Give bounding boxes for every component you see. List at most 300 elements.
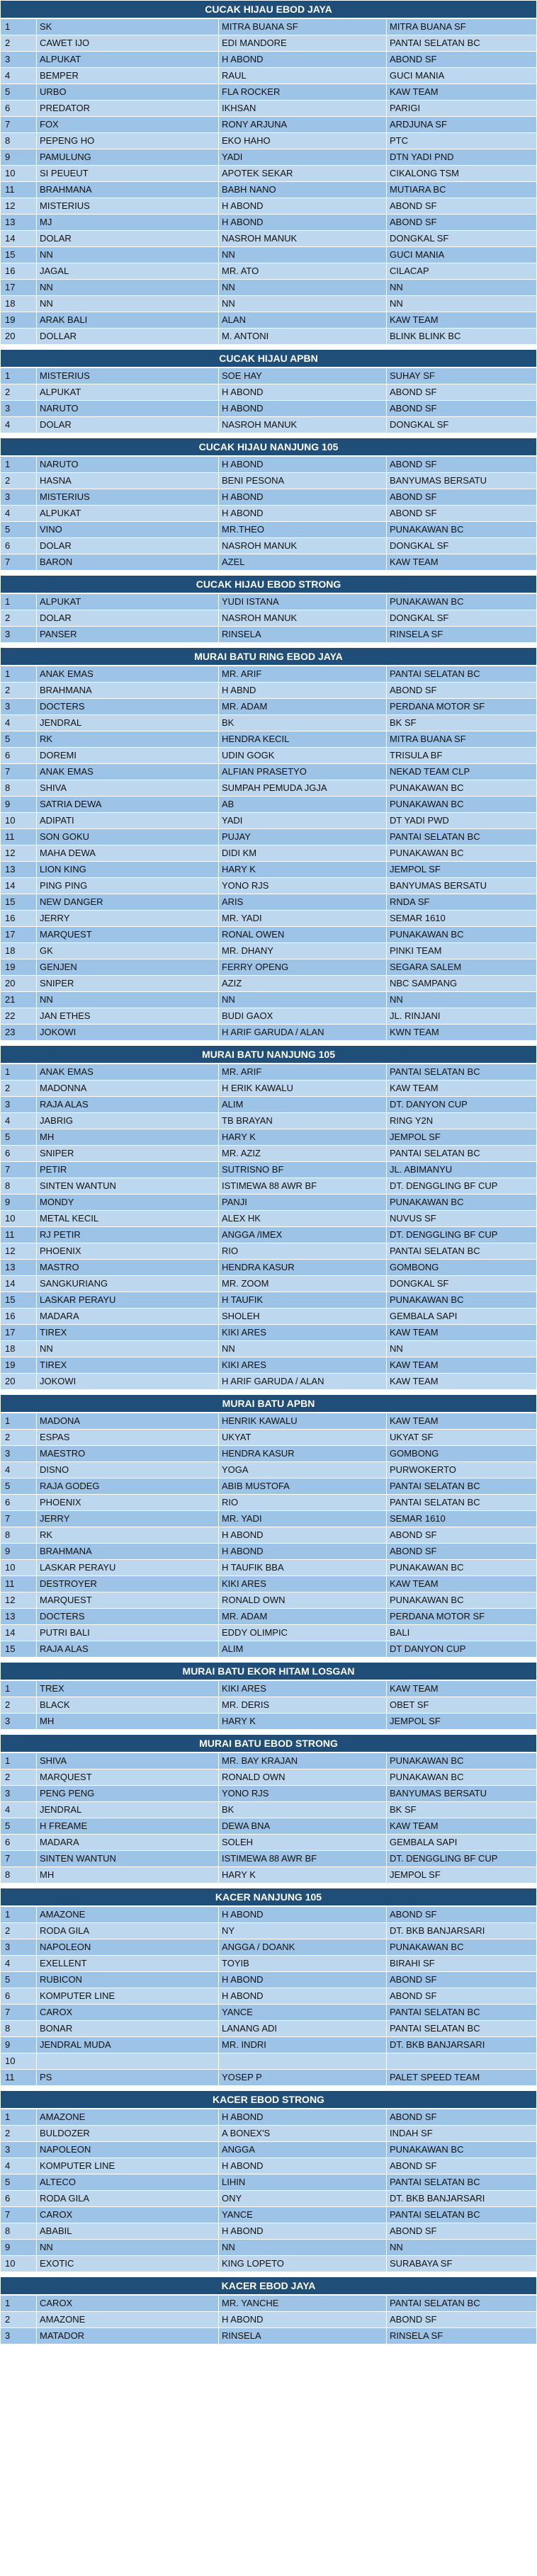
team-cell: ABOND SF — [387, 1527, 537, 1544]
rank-cell: 6 — [1, 1146, 37, 1162]
team-cell: KAW TEAM — [387, 1374, 537, 1390]
owner-cell: YOSEP P — [219, 2070, 387, 2086]
team-cell: PANTAI SELATAN BC — [387, 1495, 537, 1511]
team-cell: SEMAR 1610 — [387, 1511, 537, 1527]
owner-cell: HARY K — [219, 1714, 387, 1730]
bird-name-cell: RK — [37, 1527, 219, 1544]
rank-cell: 6 — [1, 1835, 37, 1851]
team-cell: PARIGI — [387, 101, 537, 117]
bird-name-cell: JENDRAL MUDA — [37, 2037, 219, 2053]
table-row — [1, 2296, 537, 2312]
bird-name-cell: MADONA — [37, 1413, 219, 1430]
team-cell: ABOND SF — [387, 1972, 537, 1988]
results-table — [0, 18, 537, 345]
owner-cell: HENDRA KASUR — [219, 1446, 387, 1462]
bird-name-cell: MARQUEST — [37, 1592, 219, 1609]
table-row — [1, 101, 537, 117]
team-cell: PANTAI SELATAN BC — [387, 666, 537, 683]
table-row — [1, 1851, 537, 1867]
rank-cell: 10 — [1, 1211, 37, 1227]
team-cell: PUNAKAWAN BC — [387, 927, 537, 943]
owner-cell: ALEX HK — [219, 1211, 387, 1227]
owner-cell: SUMPAH PEMUDA JGJA — [219, 780, 387, 797]
owner-cell: LIHIN — [219, 2175, 387, 2191]
rank-cell: 4 — [1, 417, 37, 433]
owner-cell: MR. ADAM — [219, 699, 387, 715]
team-cell: RING Y2N — [387, 1113, 537, 1129]
owner-cell: KIKI ARES — [219, 1357, 387, 1374]
bird-name-cell: NARUTO — [37, 401, 219, 417]
bird-name-cell: RK — [37, 731, 219, 748]
bird-name-cell: MONDY — [37, 1195, 219, 1211]
section-title: CUCAK HIJAU EBOD STRONG — [0, 575, 537, 593]
team-cell: DONGKAL SF — [387, 538, 537, 554]
bird-name-cell: METAL KECIL — [37, 1211, 219, 1227]
rank-cell: 13 — [1, 862, 37, 878]
results-section — [0, 438, 537, 571]
table-row — [1, 1413, 537, 1430]
owner-cell: H ABOND — [219, 384, 387, 401]
table-row — [1, 2175, 537, 2191]
owner-cell: NN — [219, 280, 387, 296]
bird-name-cell: ANAK EMAS — [37, 1064, 219, 1081]
owner-cell: APOTEK SEKAR — [219, 166, 387, 182]
table-row — [1, 911, 537, 927]
rank-cell: 13 — [1, 1609, 37, 1625]
rank-cell: 4 — [1, 2158, 37, 2175]
rank-cell: 20 — [1, 976, 37, 992]
table-row — [1, 1025, 537, 1041]
team-cell: JEMPOL SF — [387, 1867, 537, 1883]
bird-name-cell: RAJA ALAS — [37, 1641, 219, 1658]
team-cell: JEMPOL SF — [387, 1714, 537, 1730]
rank-cell: 6 — [1, 538, 37, 554]
team-cell: ABOND SF — [387, 2312, 537, 2328]
owner-cell: NASROH MANUK — [219, 417, 387, 433]
rank-cell: 8 — [1, 1867, 37, 1883]
table-row — [1, 594, 537, 610]
bird-name-cell: CAWET IJO — [37, 35, 219, 52]
team-cell: NN — [387, 1341, 537, 1357]
table-row — [1, 1786, 537, 1802]
bird-name-cell: RODA GILA — [37, 1923, 219, 1939]
table-row — [1, 780, 537, 797]
rank-cell: 20 — [1, 329, 37, 345]
table-row — [1, 1527, 537, 1544]
team-cell: DT. BKB BANJARSARI — [387, 2037, 537, 2053]
rank-cell: 9 — [1, 149, 37, 166]
team-cell: PANTAI SELATAN BC — [387, 2207, 537, 2223]
owner-cell: MR. YADI — [219, 911, 387, 927]
bird-name-cell: PING PING — [37, 878, 219, 894]
team-cell: ABOND SF — [387, 215, 537, 231]
bird-name-cell: MISTERIUS — [37, 489, 219, 506]
team-cell: DT. DENGGLING BF CUP — [387, 1178, 537, 1195]
rank-cell: 11 — [1, 1576, 37, 1592]
results-table — [0, 1413, 537, 1658]
team-cell: GEMBALA SAPI — [387, 1835, 537, 1851]
bird-name-cell: DOREMI — [37, 748, 219, 764]
rank-cell: 1 — [1, 368, 37, 384]
rank-cell: 1 — [1, 666, 37, 683]
table-row — [1, 715, 537, 731]
owner-cell: H ABOND — [219, 2312, 387, 2328]
team-cell: INDAH SF — [387, 2126, 537, 2142]
rank-cell: 4 — [1, 715, 37, 731]
team-cell: PUNAKAWAN BC — [387, 1292, 537, 1309]
owner-cell: H TAUFIK — [219, 1292, 387, 1309]
bird-name-cell: SHIVA — [37, 1753, 219, 1769]
rank-cell: 6 — [1, 2191, 37, 2207]
rank-cell: 5 — [1, 1972, 37, 1988]
team-cell: GEMBALA SAPI — [387, 1309, 537, 1325]
rank-cell: 1 — [1, 594, 37, 610]
rank-cell: 7 — [1, 2207, 37, 2223]
team-cell: KAW TEAM — [387, 1413, 537, 1430]
table-row — [1, 368, 537, 384]
rank-cell: 9 — [1, 2037, 37, 2053]
team-cell: KAW TEAM — [387, 312, 537, 329]
owner-cell: RIO — [219, 1243, 387, 1260]
owner-cell: H ABOND — [219, 2109, 387, 2126]
table-row — [1, 1113, 537, 1129]
owner-cell: ANGGA / DOANK — [219, 1939, 387, 1956]
results-table — [0, 2295, 537, 2344]
team-cell: DT DANYON CUP — [387, 1641, 537, 1658]
table-row — [1, 1446, 537, 1462]
results-section — [0, 2090, 537, 2272]
rank-cell: 14 — [1, 1625, 37, 1641]
owner-cell: H TAUFIK BBA — [219, 1560, 387, 1576]
rank-cell: 3 — [1, 401, 37, 417]
table-row — [1, 1753, 537, 1769]
bird-name-cell: EXELLENT — [37, 1956, 219, 1972]
team-cell: PERDANA MOTOR SF — [387, 699, 537, 715]
rank-cell: 4 — [1, 1802, 37, 1818]
rank-cell: 8 — [1, 780, 37, 797]
team-cell: ABOND SF — [387, 2223, 537, 2240]
team-cell: JEMPOL SF — [387, 862, 537, 878]
team-cell — [387, 2053, 537, 2070]
table-row — [1, 610, 537, 627]
owner-cell: MR. BAY KRAJAN — [219, 1753, 387, 1769]
table-row — [1, 731, 537, 748]
team-cell: PINKI TEAM — [387, 943, 537, 959]
rank-cell: 3 — [1, 1097, 37, 1113]
team-cell: KAW TEAM — [387, 554, 537, 571]
owner-cell: MR. AZIZ — [219, 1146, 387, 1162]
team-cell: BANYUMAS BERSATU — [387, 1786, 537, 1802]
team-cell: JL. ABIMANYU — [387, 1162, 537, 1178]
table-row — [1, 215, 537, 231]
team-cell: DT. BKB BANJARSARI — [387, 2191, 537, 2207]
team-cell: PUNAKAWAN BC — [387, 522, 537, 538]
owner-cell: BK — [219, 715, 387, 731]
rank-cell: 10 — [1, 2053, 37, 2070]
bird-name-cell: NN — [37, 247, 219, 263]
owner-cell: H ABOND — [219, 2158, 387, 2175]
rank-cell: 1 — [1, 1681, 37, 1697]
table-row — [1, 1835, 537, 1851]
team-cell: KAW TEAM — [387, 84, 537, 101]
bird-name-cell: ALPUKAT — [37, 594, 219, 610]
team-cell: KWN TEAM — [387, 1025, 537, 1041]
bird-name-cell: SATRIA DEWA — [37, 797, 219, 813]
rank-cell: 2 — [1, 1769, 37, 1786]
team-cell: RINSELA SF — [387, 2328, 537, 2344]
table-row — [1, 1097, 537, 1113]
team-cell: ABOND SF — [387, 401, 537, 417]
table-row — [1, 2142, 537, 2158]
owner-cell: UKYAT — [219, 1430, 387, 1446]
bird-name-cell: NN — [37, 992, 219, 1008]
rank-cell: 10 — [1, 2256, 37, 2272]
owner-cell: H ERIK KAWALU — [219, 1081, 387, 1097]
results-section — [0, 647, 537, 1041]
table-row — [1, 473, 537, 489]
team-cell: NN — [387, 992, 537, 1008]
table-row — [1, 133, 537, 149]
bird-name-cell: JERRY — [37, 1511, 219, 1527]
owner-cell: MR. DHANY — [219, 943, 387, 959]
bird-name-cell: ALPUKAT — [37, 506, 219, 522]
rank-cell: 11 — [1, 829, 37, 845]
bird-name-cell: DOLAR — [37, 231, 219, 247]
table-row — [1, 1478, 537, 1495]
rank-cell: 7 — [1, 1851, 37, 1867]
owner-cell: NASROH MANUK — [219, 231, 387, 247]
rank-cell: 3 — [1, 627, 37, 643]
owner-cell: RONALD OWN — [219, 1769, 387, 1786]
bird-name-cell: ADIPATI — [37, 813, 219, 829]
table-row — [1, 1956, 537, 1972]
owner-cell: RINSELA — [219, 2328, 387, 2344]
team-cell: PUNAKAWAN BC — [387, 594, 537, 610]
table-row — [1, 1325, 537, 1341]
table-row — [1, 959, 537, 976]
owner-cell: ALIM — [219, 1641, 387, 1658]
owner-cell: MR. ARIF — [219, 666, 387, 683]
owner-cell: RAUL — [219, 68, 387, 84]
team-cell: DONGKAL SF — [387, 610, 537, 627]
table-row — [1, 19, 537, 35]
team-cell: NN — [387, 280, 537, 296]
table-row — [1, 247, 537, 263]
owner-cell: AZEL — [219, 554, 387, 571]
table-row — [1, 1714, 537, 1730]
team-cell: UKYAT SF — [387, 1430, 537, 1446]
table-row — [1, 943, 537, 959]
results-section — [0, 2276, 537, 2344]
table-row — [1, 1227, 537, 1243]
section-title: CUCAK HIJAU NANJUNG 105 — [0, 438, 537, 456]
team-cell: NN — [387, 2240, 537, 2256]
owner-cell: YADI — [219, 813, 387, 829]
table-row — [1, 797, 537, 813]
bird-name-cell: NN — [37, 2240, 219, 2256]
bird-name-cell: NARUTO — [37, 457, 219, 473]
owner-cell: MITRA BUANA SF — [219, 19, 387, 35]
rank-cell: 18 — [1, 296, 37, 312]
table-row — [1, 2223, 537, 2240]
team-cell: ABOND SF — [387, 489, 537, 506]
rank-cell: 2 — [1, 2312, 37, 2328]
rank-cell: 1 — [1, 1064, 37, 1081]
table-row — [1, 1495, 537, 1511]
owner-cell: IKHSAN — [219, 101, 387, 117]
owner-cell: YONO RJS — [219, 878, 387, 894]
table-row — [1, 1988, 537, 2005]
owner-cell: MR. YADI — [219, 1511, 387, 1527]
team-cell: KAW TEAM — [387, 1325, 537, 1341]
rank-cell: 2 — [1, 683, 37, 699]
rank-cell: 7 — [1, 1511, 37, 1527]
owner-cell: HARY K — [219, 1867, 387, 1883]
bird-name-cell: DOLAR — [37, 610, 219, 627]
bird-name-cell: NAPOLEON — [37, 1939, 219, 1956]
rank-cell: 2 — [1, 35, 37, 52]
bird-name-cell: NAPOLEON — [37, 2142, 219, 2158]
team-cell: ABOND SF — [387, 52, 537, 68]
owner-cell: FERRY OPENG — [219, 959, 387, 976]
rank-cell: 9 — [1, 1195, 37, 1211]
owner-cell: EDDY OLIMPIC — [219, 1625, 387, 1641]
bird-name-cell: PEPENG HO — [37, 133, 219, 149]
bird-name-cell: SNIPER — [37, 976, 219, 992]
results-section — [0, 1734, 537, 1883]
bird-name-cell: SON GOKU — [37, 829, 219, 845]
bird-name-cell: PANSER — [37, 627, 219, 643]
rank-cell: 9 — [1, 797, 37, 813]
bird-name-cell: CAROX — [37, 2296, 219, 2312]
bird-name-cell: URBO — [37, 84, 219, 101]
bird-name-cell: LASKAR PERAYU — [37, 1560, 219, 1576]
table-row — [1, 1802, 537, 1818]
bird-name-cell: MARQUEST — [37, 927, 219, 943]
team-cell: ABOND SF — [387, 1907, 537, 1923]
bird-name-cell: BULDOZER — [37, 2126, 219, 2142]
bird-name-cell: SHIVA — [37, 780, 219, 797]
team-cell: BANYUMAS BERSATU — [387, 473, 537, 489]
rank-cell: 22 — [1, 1008, 37, 1025]
bird-name-cell: SANGKURIANG — [37, 1276, 219, 1292]
rank-cell: 5 — [1, 2175, 37, 2191]
owner-cell: NASROH MANUK — [219, 610, 387, 627]
owner-cell: H ABOND — [219, 52, 387, 68]
team-cell: BK SF — [387, 1802, 537, 1818]
team-cell: TRISULA BF — [387, 748, 537, 764]
team-cell: ABOND SF — [387, 1544, 537, 1560]
rank-cell: 5 — [1, 84, 37, 101]
rank-cell: 9 — [1, 2240, 37, 2256]
rank-cell: 7 — [1, 1162, 37, 1178]
rank-cell: 2 — [1, 1697, 37, 1714]
table-row — [1, 1064, 537, 1081]
table-row — [1, 263, 537, 280]
bird-name-cell: MH — [37, 1129, 219, 1146]
results-table — [0, 2109, 537, 2272]
team-cell: KAW TEAM — [387, 1357, 537, 1374]
team-cell: PANTAI SELATAN BC — [387, 1243, 537, 1260]
team-cell: SUHAY SF — [387, 368, 537, 384]
team-cell: NUVUS SF — [387, 1211, 537, 1227]
table-row — [1, 2207, 537, 2223]
table-row — [1, 1292, 537, 1309]
table-row — [1, 384, 537, 401]
owner-cell: H ABOND — [219, 401, 387, 417]
team-cell: BK SF — [387, 715, 537, 731]
rank-cell: 5 — [1, 1478, 37, 1495]
results-table — [0, 593, 537, 643]
table-row — [1, 2191, 537, 2207]
section-title: KACER EBOD JAYA — [0, 2276, 537, 2295]
rank-cell: 14 — [1, 1276, 37, 1292]
bird-name-cell: SNIPER — [37, 1146, 219, 1162]
bird-name-cell: DOCTERS — [37, 1609, 219, 1625]
owner-cell: HARY K — [219, 1129, 387, 1146]
owner-cell: MR. DERIS — [219, 1697, 387, 1714]
table-row — [1, 1162, 537, 1178]
table-row — [1, 84, 537, 101]
bird-name-cell: LASKAR PERAYU — [37, 1292, 219, 1309]
section-title: CUCAK HIJAU EBOD JAYA — [0, 0, 537, 18]
table-row — [1, 2328, 537, 2344]
owner-cell: MR.THEO — [219, 522, 387, 538]
owner-cell: RINSELA — [219, 627, 387, 643]
table-row — [1, 1641, 537, 1658]
owner-cell: DIDI KM — [219, 845, 387, 862]
table-row — [1, 1129, 537, 1146]
rank-cell: 2 — [1, 1430, 37, 1446]
table-row — [1, 2005, 537, 2021]
rank-cell: 6 — [1, 1495, 37, 1511]
rank-cell: 2 — [1, 1923, 37, 1939]
table-row — [1, 1462, 537, 1478]
table-row — [1, 627, 537, 643]
team-cell: KAW TEAM — [387, 1681, 537, 1697]
owner-cell: H ABOND — [219, 1527, 387, 1544]
owner-cell: H ABOND — [219, 457, 387, 473]
table-row — [1, 1907, 537, 1923]
table-row — [1, 35, 537, 52]
bird-name-cell: BLACK — [37, 1697, 219, 1714]
team-cell: ABOND SF — [387, 198, 537, 215]
rank-cell: 19 — [1, 1357, 37, 1374]
rank-cell: 16 — [1, 263, 37, 280]
bird-name-cell: PHOENIX — [37, 1495, 219, 1511]
owner-cell: AB — [219, 797, 387, 813]
bird-name-cell: ARAK BALI — [37, 312, 219, 329]
team-cell: BANYUMAS BERSATU — [387, 878, 537, 894]
owner-cell: H ABOND — [219, 215, 387, 231]
bird-name-cell: MASTRO — [37, 1260, 219, 1276]
rank-cell: 3 — [1, 1786, 37, 1802]
table-row — [1, 1609, 537, 1625]
rank-cell: 18 — [1, 943, 37, 959]
owner-cell: H ARIF GARUDA / ALAN — [219, 1025, 387, 1041]
rank-cell: 1 — [1, 1907, 37, 1923]
table-row — [1, 845, 537, 862]
table-row — [1, 68, 537, 84]
rank-cell: 4 — [1, 1113, 37, 1129]
rank-cell: 5 — [1, 731, 37, 748]
team-cell: PANTAI SELATAN BC — [387, 1478, 537, 1495]
table-row — [1, 1560, 537, 1576]
results-table — [0, 1680, 537, 1730]
rank-cell: 15 — [1, 247, 37, 263]
owner-cell: H ABOND — [219, 2223, 387, 2240]
bird-name-cell: RAJA ALAS — [37, 1097, 219, 1113]
